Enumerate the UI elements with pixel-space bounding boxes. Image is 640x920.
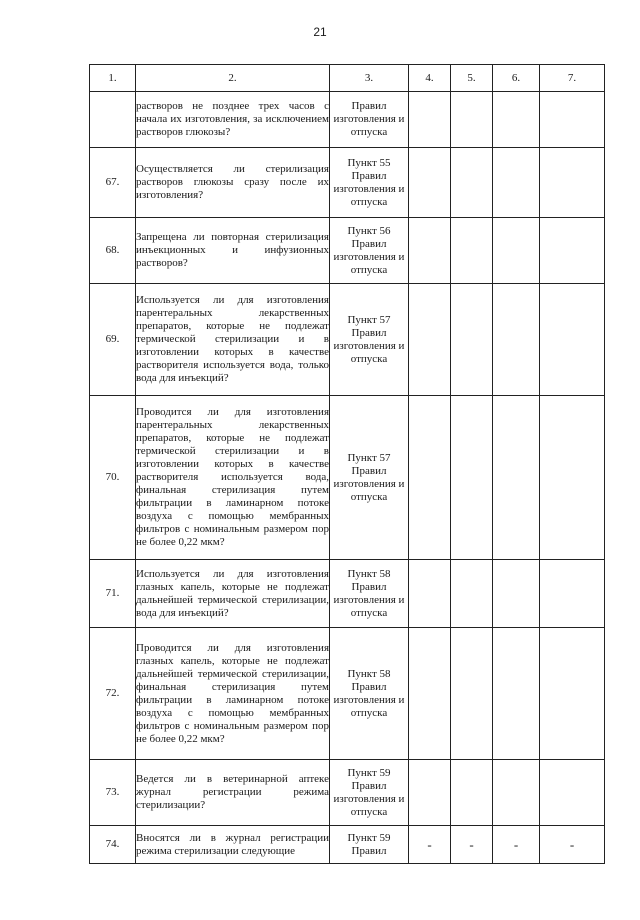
requirement-reference xyxy=(330,826,409,864)
question-text: Осуществляется ли стерилизация растворов глюкозы сразу после их изготовления? xyxy=(136,148,330,218)
table-row xyxy=(90,628,605,760)
reference-line: отпуска xyxy=(350,352,388,365)
reference-line: изготовления и xyxy=(333,113,405,125)
answer-cell[interactable] xyxy=(493,92,540,148)
answer-cell[interactable] xyxy=(540,148,605,218)
row-number: 67. xyxy=(90,148,136,218)
answer-cell[interactable] xyxy=(409,396,451,560)
requirement-reference xyxy=(330,760,409,826)
reference-line: Пункт 56 xyxy=(347,224,391,237)
answer-cell[interactable] xyxy=(540,218,605,284)
table-row xyxy=(90,218,605,284)
table-body xyxy=(90,92,605,864)
answer-cell[interactable] xyxy=(540,628,605,760)
question-text: Ведется ли в ветеринарной аптеке журнал регистрации режима стерилизации? xyxy=(136,760,330,826)
reference-line: Правил xyxy=(351,580,387,593)
answer-cell[interactable]: - xyxy=(451,826,493,864)
reference-line: Пункт 57 xyxy=(347,451,391,464)
reference-line: отпуска xyxy=(350,706,388,719)
question-text: растворов не позднее трех часов с начала их изготовления, за исключением растворов глюкозы? xyxy=(136,92,330,148)
answer-cell[interactable] xyxy=(493,396,540,560)
answer-cell[interactable] xyxy=(409,760,451,826)
reference-line: отпуска xyxy=(350,606,388,619)
table-row xyxy=(90,760,605,826)
answer-cell[interactable] xyxy=(540,92,605,148)
question-text: Используется ли для изготовления глазных капель, которые не подлежат дальнейшей термической стерилизации, вода для инъекций? xyxy=(136,560,330,628)
reference-line: изготовления и xyxy=(333,792,405,805)
table-row xyxy=(90,560,605,628)
reference-line: Пункт 55 xyxy=(347,156,391,169)
question-text: Запрещена ли повторная стерилизация инъекционных и инфузионных растворов? xyxy=(136,218,330,284)
answer-cell[interactable] xyxy=(451,284,493,396)
header-cell: 5. xyxy=(451,65,493,92)
reference-line: Пункт 59 xyxy=(347,766,391,779)
answer-cell[interactable] xyxy=(493,284,540,396)
row-number: 69. xyxy=(90,284,136,396)
reference-line: Правил xyxy=(351,237,387,250)
answer-cell[interactable] xyxy=(409,148,451,218)
requirement-reference xyxy=(330,284,409,396)
reference-line: Правил xyxy=(351,844,387,857)
header-cell: 3. xyxy=(330,65,409,92)
answer-cell[interactable]: - xyxy=(540,826,605,864)
checklist-table xyxy=(89,64,605,864)
table-row xyxy=(90,396,605,560)
reference-line: изготовления и xyxy=(333,250,405,263)
row-number: 72. xyxy=(90,628,136,760)
answer-cell[interactable] xyxy=(409,560,451,628)
header-cell: 4. xyxy=(409,65,451,92)
answer-cell[interactable] xyxy=(451,148,493,218)
reference-line: изготовления и xyxy=(333,593,405,606)
answer-cell[interactable] xyxy=(451,628,493,760)
header-cell: 6. xyxy=(493,65,540,92)
reference-line: Правил xyxy=(351,680,387,693)
answer-cell[interactable] xyxy=(409,92,451,148)
row-number: 68. xyxy=(90,218,136,284)
reference-line: Правил xyxy=(351,464,387,477)
header-cell: 1. xyxy=(90,65,136,92)
row-number: 74. xyxy=(90,826,136,864)
answer-cell[interactable] xyxy=(540,396,605,560)
answer-cell[interactable] xyxy=(451,396,493,560)
answer-cell[interactable] xyxy=(493,148,540,218)
answer-cell[interactable] xyxy=(409,284,451,396)
row-number: 71. xyxy=(90,560,136,628)
answer-cell[interactable] xyxy=(540,760,605,826)
answer-cell[interactable]: - xyxy=(493,826,540,864)
requirement-reference xyxy=(330,560,409,628)
reference-line: Пункт 58 xyxy=(347,667,391,680)
reference-line: Правил xyxy=(351,100,387,112)
question-text: Проводится ли для изготовления парентеральных лекарственных препаратов, которые не подлежат термической стерилизации и в изготовлении которых в качестве растворителя используется вода, финальная стерилизация путем фильтрации в ламинарном потоке воздуха с помощью мембранных фильтров с номинальным размером пор не более 0,22 мкм? xyxy=(136,396,330,560)
question-text: Проводится ли для изготовления глазных капель, которые не подлежат дальнейшей термической стерилизации, финальная стерилизация путем фильтрации в ламинарном потоке воздуха с помощью мембранных фильтров с номинальным размером пор не более 0,22 мкм? xyxy=(136,628,330,760)
answer-cell[interactable] xyxy=(451,760,493,826)
reference-line: отпуска xyxy=(350,805,388,818)
reference-line: изготовления и xyxy=(333,339,405,352)
question-text: Используется ли для изготовления парентеральных лекарственных препаратов, которые не подлежат термической стерилизации и в изготовлении которых в качестве растворителя используется вода, только вода для инъекций? xyxy=(136,284,330,396)
reference-line: отпуска xyxy=(350,195,388,208)
table-row xyxy=(90,92,605,148)
requirement-reference xyxy=(330,92,409,148)
page-number: 21 xyxy=(313,25,327,39)
reference-line: отпуска xyxy=(350,263,388,276)
answer-cell[interactable] xyxy=(451,218,493,284)
answer-cell[interactable] xyxy=(493,628,540,760)
answer-cell[interactable] xyxy=(451,560,493,628)
answer-cell[interactable] xyxy=(451,92,493,148)
requirement-reference xyxy=(330,148,409,218)
requirement-reference xyxy=(330,628,409,760)
header-cell: 7. xyxy=(540,65,605,92)
reference-line: изготовления и xyxy=(333,182,405,195)
reference-line: изготовления и xyxy=(333,477,405,490)
header-row xyxy=(90,65,605,92)
reference-line: Правил xyxy=(351,326,387,339)
row-number: 70. xyxy=(90,396,136,560)
answer-cell[interactable] xyxy=(409,628,451,760)
answer-cell[interactable] xyxy=(540,284,605,396)
reference-line: Правил xyxy=(351,779,387,792)
requirement-reference xyxy=(330,218,409,284)
reference-line: Правил xyxy=(351,169,387,182)
answer-cell[interactable] xyxy=(540,560,605,628)
table-row xyxy=(90,284,605,396)
question-text: Вносятся ли в журнал регистрации режима стерилизации следующие xyxy=(136,826,330,864)
reference-line: отпуска xyxy=(350,490,388,503)
table-row xyxy=(90,826,605,864)
row-number: 73. xyxy=(90,760,136,826)
header-cell: 2. xyxy=(136,65,330,92)
answer-cell[interactable] xyxy=(493,760,540,826)
answer-cell[interactable] xyxy=(493,218,540,284)
reference-line: Пункт 59 xyxy=(347,831,391,844)
reference-line: Пункт 57 xyxy=(347,313,391,326)
reference-line: Пункт 58 xyxy=(347,567,391,580)
answer-cell[interactable] xyxy=(409,218,451,284)
requirement-reference xyxy=(330,396,409,560)
answer-cell[interactable] xyxy=(493,560,540,628)
reference-line: изготовления и xyxy=(333,693,405,706)
table-row xyxy=(90,148,605,218)
answer-cell[interactable]: - xyxy=(409,826,451,864)
row-number xyxy=(90,92,136,148)
reference-line: отпуска xyxy=(350,126,388,138)
